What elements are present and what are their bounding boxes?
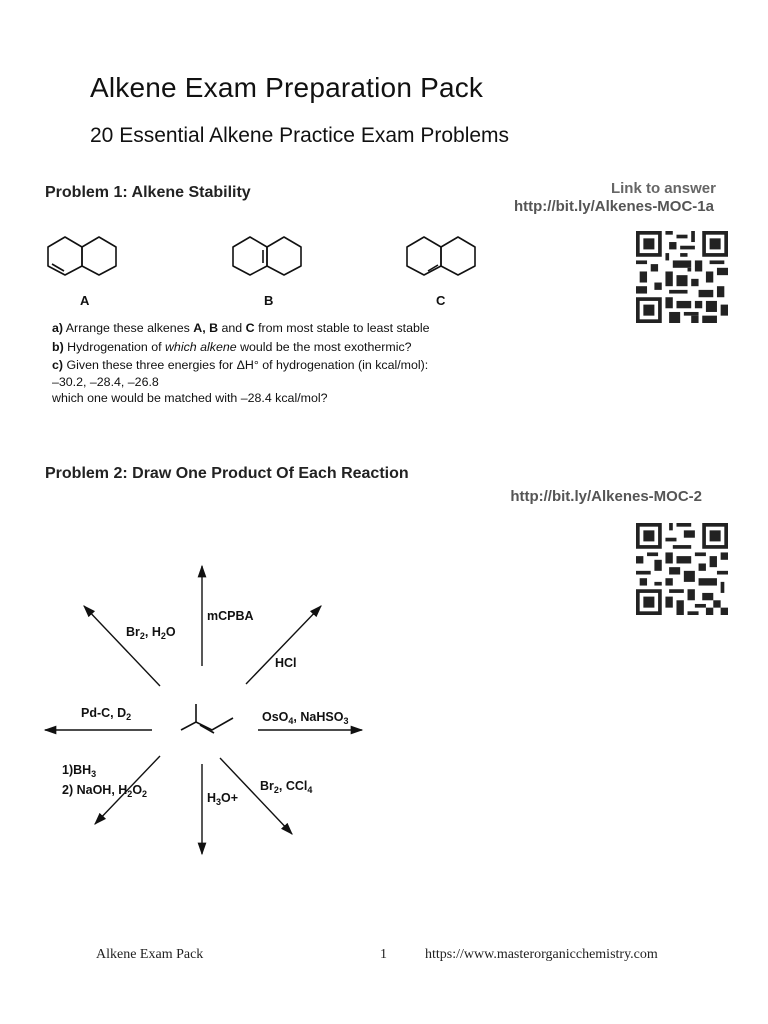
footer-title: Alkene Exam Pack <box>96 947 204 962</box>
reagent-h3o: $H_3O+$ <box>207 791 239 807</box>
qr-code-1-icon[interactable] <box>636 231 728 323</box>
reagent-br2-h2o: $Br_2$, $H_2O$ <box>126 625 176 641</box>
structure-b <box>233 237 301 275</box>
question-a: a) Arrange these alkenes A, B and C from most stable to least stable <box>52 321 430 335</box>
question-b: b) Hydrogenation of which alkene would be the most exothermic? <box>52 339 412 354</box>
structure-label-c: C <box>436 293 446 308</box>
structure-c <box>407 237 475 275</box>
structure-label-b: B <box>264 293 274 308</box>
alkene-structures <box>40 228 490 298</box>
qr-code-2-icon[interactable] <box>636 523 728 615</box>
problem2-link-url[interactable]: http://bit.ly/Alkenes-MOC-2 <box>510 488 702 505</box>
reagent-naoh-h2o2: 2) NaOH, $H_2O_2$ <box>62 783 148 799</box>
reagent-bh3: $1)BH_3$ <box>62 763 97 779</box>
footer-page-number: 1 <box>380 947 387 962</box>
problem1-link-label: Link to answer <box>610 180 716 197</box>
question-c-energies: –30.2, –28.4, –26.8 <box>52 374 159 389</box>
reagent-mcpba: mCPBA <box>207 609 254 623</box>
question-c: c) Given these three energies for ΔH° of hydrogenation (in kcal/mol): <box>52 358 429 372</box>
problem1-heading: Problem 1: Alkene Stability <box>45 184 251 201</box>
reagent-oso4-nahso3: OsO$_4$, NaHSO$_3$ <box>262 710 349 726</box>
reagent-hcl: HCl <box>275 656 297 670</box>
problem1-link-url[interactable]: http://bit.ly/Alkenes-MOC-1a <box>513 198 714 215</box>
structure-label-a: A <box>80 293 90 308</box>
question-c-ask: which one would be matched with –28.4 kcal/mol? <box>52 390 328 405</box>
arrow-up-right <box>246 606 321 684</box>
page-title: Alkene Exam Preparation Pack <box>90 72 484 103</box>
problem1-questions <box>52 319 492 407</box>
alkene-structure <box>181 704 233 733</box>
structure-a <box>48 237 116 275</box>
footer-url[interactable]: https://www.masterorganicchemistry.com <box>425 947 658 962</box>
arrow-up-left <box>84 606 160 686</box>
problem2-heading: Problem 2: Draw One Product Of Each Reaction <box>45 465 409 482</box>
reagent-pdc-d2: Pd-C, $D_2$ <box>81 706 132 722</box>
reaction-wheel-diagram <box>40 558 370 860</box>
page-subtitle: 20 Essential Alkene Practice Exam Problems <box>90 124 510 147</box>
reagent-br2-ccl4: $Br_2$, CCl$_4$ <box>260 779 313 795</box>
